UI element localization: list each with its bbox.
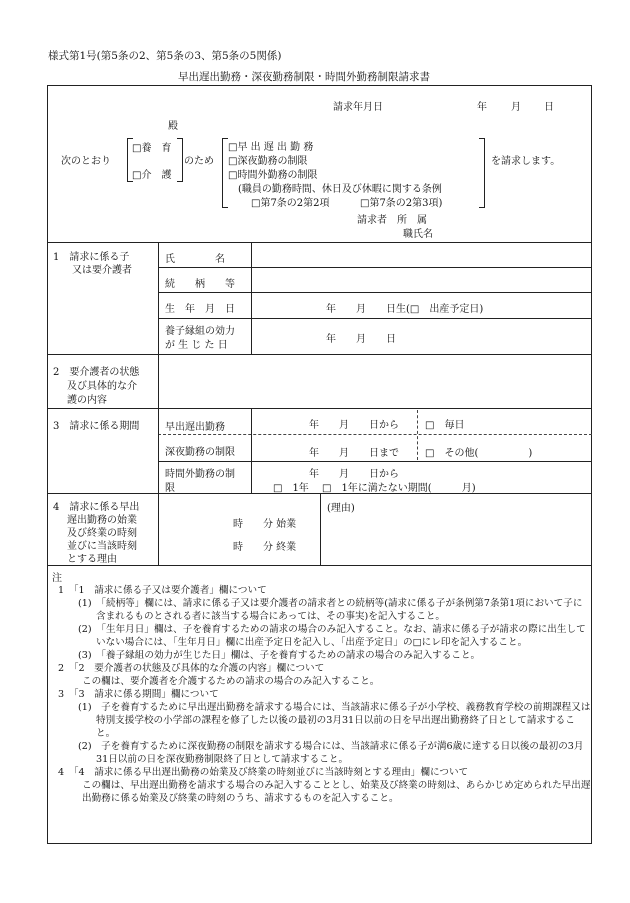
ordinance-text: (職員の勤務時間、休日及び休暇に関する条例 bbox=[238, 184, 442, 195]
date-month: 月 bbox=[511, 102, 521, 113]
overtime-limit-label: 時間外勤務の制 bbox=[165, 469, 235, 480]
rule-dotted bbox=[417, 410, 418, 460]
adopt-label-2: が 生 じ た 日 bbox=[165, 340, 228, 351]
section1-label-2: 又は要介護者 bbox=[72, 265, 132, 276]
article-option-2[interactable]: □第7条の2第3項) bbox=[360, 198, 443, 209]
option-daily[interactable]: □ 毎日 bbox=[425, 420, 465, 431]
note-3-1: (1) 子を養育するために早出遅出勤務を請求する場合には、当該請求に係る子が小学校、義務教育学校の前期課程又は特別支援学校の小学部の課程を修了した以後の最初の3月31日以前の日を早出遅出勤務終了日として請求すること。 bbox=[78, 702, 591, 739]
rule bbox=[47, 565, 592, 566]
for-label: のため bbox=[184, 156, 214, 167]
rule bbox=[158, 292, 592, 293]
relation-label: 続 柄 等 bbox=[165, 279, 235, 290]
shift-work-label: 早出遅出勤務 bbox=[165, 422, 225, 433]
date-year: 年 bbox=[477, 102, 487, 113]
option-one-year[interactable]: □ 1年 bbox=[273, 483, 309, 494]
option-other[interactable]: □ その他( ) bbox=[425, 448, 533, 459]
note-4: 4 「4 請求に係る早出遅出勤務の始業及び終業の時刻並びに当該時刻とする理由」欄について bbox=[58, 767, 469, 778]
note-1-3: (3) 「養子縁組の効力が生じた日」欄は、子を養育するための請求の場合のみ記入すること。 bbox=[78, 650, 481, 661]
rule bbox=[47, 242, 592, 243]
date-label: 請求年月日 bbox=[333, 102, 383, 113]
care-bracket-right bbox=[177, 138, 183, 182]
form-title: 早出遅出勤務・深夜勤務制限・時間外勤務制限請求書 bbox=[178, 71, 430, 83]
requester-affiliation: 請求者 所 属 bbox=[357, 215, 427, 226]
lead-text: 次のとおり bbox=[61, 156, 111, 167]
rule bbox=[47, 408, 592, 409]
birth-value[interactable]: 年 月 日生(□ 出産予定日) bbox=[326, 304, 484, 315]
section1-label: 1 請求に係る子 bbox=[53, 252, 130, 263]
note-2: 2 「2 要介護者の状態及び具体的な介護の内容」欄について bbox=[58, 663, 325, 674]
rule bbox=[251, 408, 252, 493]
rule bbox=[251, 242, 252, 354]
article-option-1[interactable]: □第7条の2第2項 bbox=[251, 198, 330, 209]
section3-label: 3 請求に係る期間 bbox=[53, 421, 140, 432]
requester-name: 職氏名 bbox=[403, 229, 433, 240]
name-label: 氏 名 bbox=[165, 254, 225, 265]
request-bracket-right bbox=[479, 138, 485, 208]
rule bbox=[47, 354, 592, 355]
note-3-2: (2) 子を養育するために深夜勤務の制限を請求する場合には、当該請求に係る子が満6歳に達する日以後の最初の3月31日以前の日を深夜勤務制限終了日として請求すること。 bbox=[78, 741, 584, 765]
rule-dashed bbox=[158, 434, 592, 435]
rule bbox=[158, 318, 592, 319]
request-option-overtime[interactable]: □時間外勤務の制限 bbox=[228, 170, 318, 181]
period-from[interactable]: 年 月 日から bbox=[309, 420, 399, 431]
overtime-from[interactable]: 年 月 日から bbox=[309, 469, 399, 480]
section4-label-3: 及び終業の時刻 bbox=[67, 528, 137, 539]
reason-label: (理由) bbox=[327, 503, 355, 514]
rule bbox=[158, 267, 592, 268]
note-2-body: この欄は、要介護者を介護するための請求の場合のみ記入すること。 bbox=[82, 676, 380, 687]
addressee-suffix: 殿 bbox=[168, 121, 178, 132]
start-time[interactable]: 時 分 始業 bbox=[233, 519, 297, 530]
period-to[interactable]: 年 月 日まで bbox=[309, 448, 399, 459]
notes-body bbox=[52, 584, 592, 805]
adopt-label: 養子縁組の効力 bbox=[165, 326, 235, 337]
overtime-limit-label-2: 限 bbox=[165, 483, 175, 494]
section4-label: 4 請求に係る早出 bbox=[53, 502, 140, 513]
date-day: 日 bbox=[544, 102, 554, 113]
note-1-2: (2) 「生年月日」欄は、子を養育するための請求の場合のみ記入すること。なお、請求に係る子が請求の際に出生していない場合には、「生年月日」欄に出産予定日を記入し、「出産予定日」の□にレ印を記入すること。 bbox=[78, 624, 586, 648]
rule bbox=[158, 461, 592, 462]
end-time[interactable]: 時 分 終業 bbox=[233, 542, 297, 553]
option-less-than-year[interactable]: □ 1年に満たない期間( 月) bbox=[322, 483, 476, 494]
rule bbox=[158, 242, 159, 565]
adopt-value[interactable]: 年 月 日 bbox=[326, 334, 396, 345]
section4-label-5: とする理由 bbox=[67, 554, 117, 565]
note-1-1: (1) 「続柄等」欄には、請求に係る子又は要介護者の請求者との続柄等(請求に係る子が条例第7条第1項において子に含まれるものとされる者に該当する場合にあっては、その事実)を記入すること。 bbox=[78, 598, 583, 622]
note-4-body: この欄は、早出遅出勤務を請求する場合のみ記入することとし、始業及び終業の時刻は、あらかじめ定められた早出遅出勤務に係る始業及び終業の時刻のうち、請求するものを記入すること。 bbox=[82, 780, 591, 804]
section2-label: 2 要介護者の状態 bbox=[53, 367, 140, 378]
night-limit-label: 深夜勤務の制限 bbox=[165, 447, 235, 458]
section4-label-4: 並びに当該時刻 bbox=[67, 541, 137, 552]
care-option-nursing[interactable]: □介 護 bbox=[132, 170, 172, 181]
form-id: 様式第1号(第5条の2、第5条の3、第5条の5関係) bbox=[48, 50, 282, 62]
section2-label-2: 及び具体的な介 bbox=[67, 381, 137, 392]
note-3: 3 「3 請求に係る期間」欄について bbox=[58, 689, 219, 700]
care-option-nurture[interactable]: □養 育 bbox=[132, 143, 172, 154]
request-option-night[interactable]: □深夜勤務の制限 bbox=[228, 156, 308, 167]
notes-heading: 注 bbox=[52, 573, 62, 584]
section4-label-2: 遅出勤務の始業 bbox=[67, 515, 137, 526]
section2-label-3: 護の内容 bbox=[67, 395, 107, 406]
closing-text: を請求します。 bbox=[491, 156, 561, 167]
request-option-shift[interactable]: □早 出 遅 出 勤 務 bbox=[228, 142, 314, 153]
birth-label: 生 年 月 日 bbox=[165, 304, 235, 315]
rule bbox=[320, 493, 321, 565]
note-1: 1 「1 請求に係る子又は要介護者」欄について bbox=[58, 585, 267, 596]
